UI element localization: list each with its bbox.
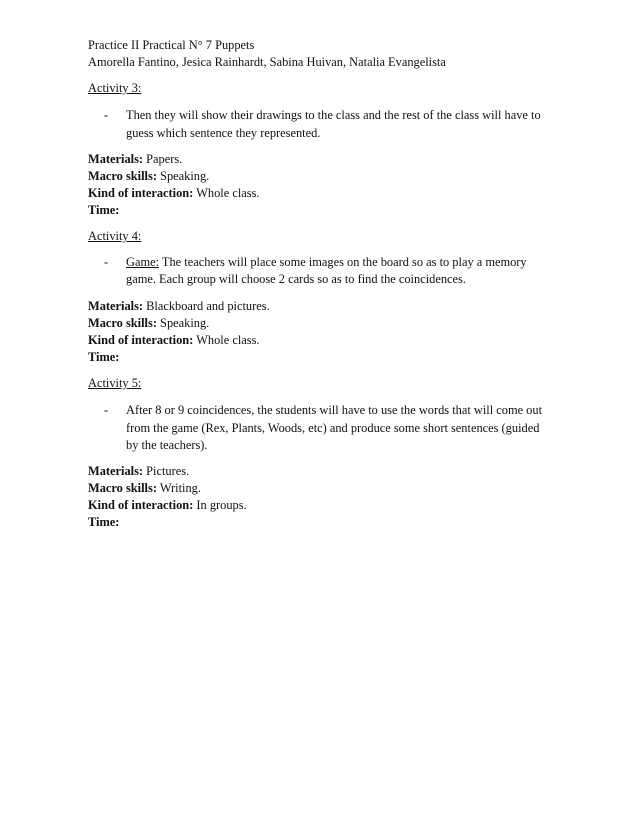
activity-4-materials: [88, 298, 270, 316]
materials-value: Papers.: [143, 152, 183, 166]
macro-skills-value: Speaking.: [156, 169, 210, 183]
activity-3-bullet-line-2: guess which sentence they represented.: [126, 126, 321, 140]
activity-5-bullet-line-1: After 8 or 9 coincidences, the students will have to use the words that will come out: [126, 403, 543, 417]
macro-skills-value: Writing.: [156, 481, 201, 495]
activity-3-time: Time:: [88, 203, 120, 217]
materials-label: Materials:: [88, 152, 144, 166]
interaction-value: In groups.: [193, 498, 247, 512]
interaction-label: Kind of interaction:: [88, 333, 194, 347]
activity-3-bullet-dash: -: [104, 108, 109, 122]
materials-value: Blackboard and pictures.: [143, 299, 270, 313]
activity-3-interaction: [88, 185, 260, 203]
authors-line: Amorella Fantino, Jesica Rainhardt, Sabina Huivan, Natalia Evangelista: [88, 55, 446, 69]
materials-value: Pictures.: [143, 464, 190, 478]
interaction-label: Kind of interaction:: [88, 498, 194, 512]
activity-5-heading: Activity 5:: [88, 376, 142, 390]
interaction-value: Whole class.: [193, 186, 260, 200]
activity-5-time: Time:: [88, 515, 120, 529]
macro-skills-label: Macro skills:: [88, 169, 157, 183]
game-label: Game:: [126, 255, 160, 269]
activity-5-interaction: [88, 497, 247, 515]
activity-3-macro-skills: [88, 168, 209, 186]
macro-skills-label: Macro skills:: [88, 481, 157, 495]
activity-4-interaction: [88, 332, 260, 350]
activity-4-macro-skills: [88, 315, 209, 333]
document-title: Practice II Practical N° 7 Puppets: [88, 38, 255, 52]
activity-5-macro-skills: [88, 480, 201, 498]
macro-skills-label: Macro skills:: [88, 316, 157, 330]
activity-5-materials: [88, 463, 189, 481]
interaction-value: Whole class.: [193, 333, 260, 347]
activity-4-time: Time:: [88, 350, 120, 364]
materials-label: Materials:: [88, 299, 144, 313]
activity-5-bullet-line-3: by the teachers).: [126, 438, 208, 452]
macro-skills-value: Speaking.: [156, 316, 210, 330]
activity-3-bullet-line-1: Then they will show their drawings to the class and the rest of the class will have to: [126, 108, 541, 122]
materials-label: Materials:: [88, 464, 144, 478]
activity-5-bullet-dash: -: [104, 403, 109, 417]
activity-4-bullet-dash: -: [104, 255, 109, 269]
activity-4-bullet-line-2: game. Each group will choose 2 cards so as to find the coincidences.: [126, 272, 466, 286]
game-description: The teachers will place some images on the board so as to play a memory: [159, 255, 527, 269]
activity-3-heading: Activity 3:: [88, 81, 142, 95]
activity-5-bullet-line-2: from the game (Rex, Plants, Woods, etc) and produce some short sentences (guided: [126, 421, 540, 435]
activity-3-materials: [88, 151, 182, 169]
activity-4-bullet-line-1: [126, 254, 546, 272]
interaction-label: Kind of interaction:: [88, 186, 194, 200]
activity-4-heading: Activity 4:: [88, 229, 142, 243]
